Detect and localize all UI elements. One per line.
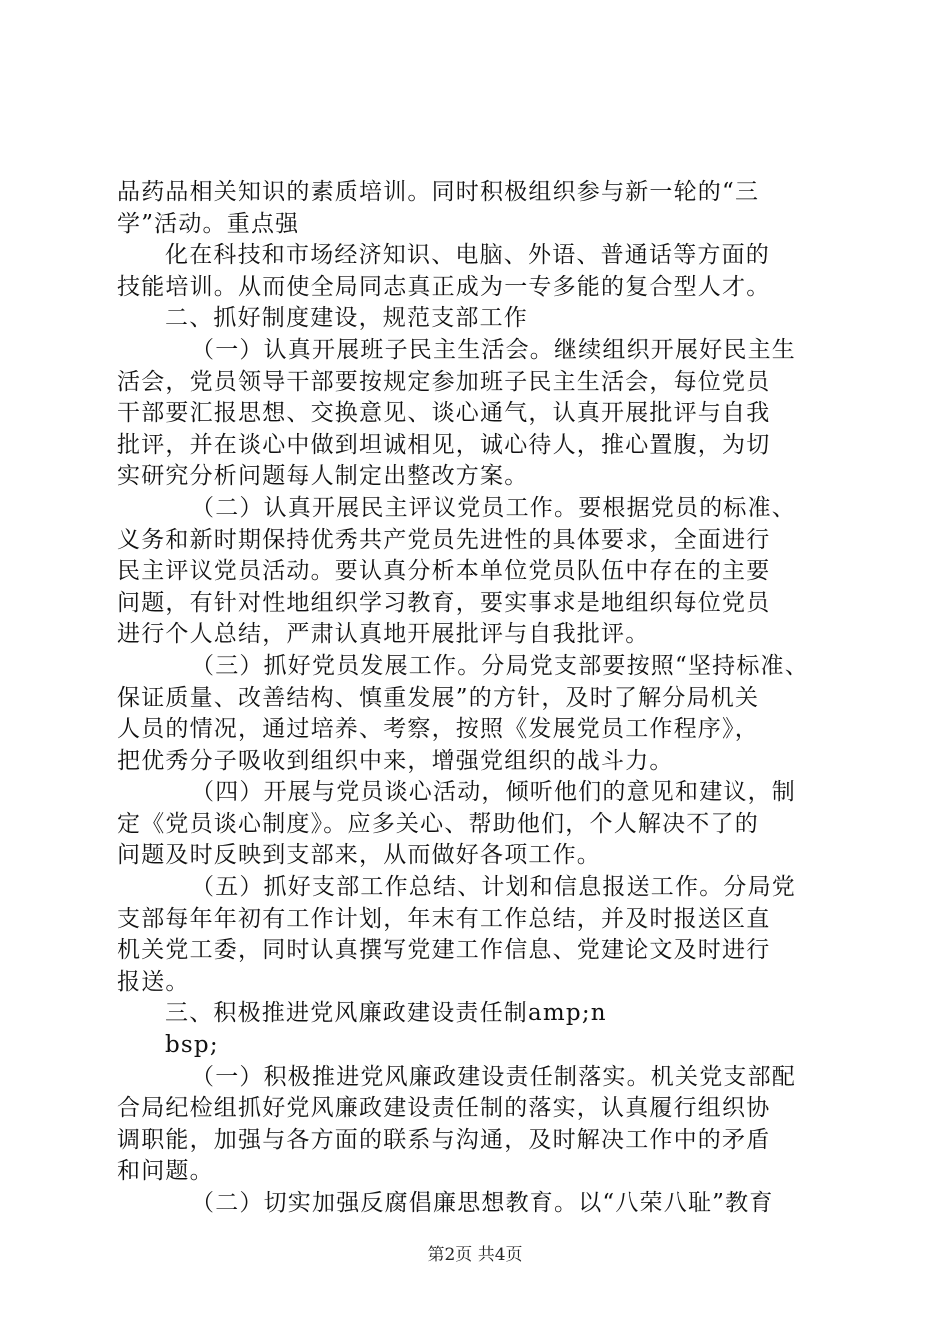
text-line: 义务和新时期保持优秀共产党员先进性的具体要求，全面进行	[117, 526, 771, 553]
document-body	[117, 177, 833, 1220]
text-line: 人员的情况，通过培养、考察，按照《发展党员工作程序》，	[117, 716, 759, 743]
text-line: （二）切实加强反腐倡廉思想教育。以“八荣八耻”教育	[191, 1190, 774, 1216]
page-footer	[0, 1244, 950, 1266]
text-line: 合局纪检组抓好党风廉政建设责任制的落实，认真履行组织协	[117, 1095, 771, 1122]
text-line: 化在科技和市场经济知识、电脑、外语、普通话等方面的	[165, 242, 770, 269]
text-line: 技能培训。从而使全局同志真正成为一专多能的复合型人才。	[117, 273, 771, 300]
text-line: bsp;	[165, 1032, 219, 1059]
page-number: 第2页 共4页	[427, 1245, 523, 1265]
section-heading: 三、积极推进党风廉政建设责任制amp;n	[165, 1000, 607, 1027]
text-line: 干部要汇报思想、交换意见、谈心通气，认真开展批评与自我	[117, 400, 771, 427]
section-heading: 二、抓好制度建设，规范支部工作	[165, 305, 528, 332]
text-line: 进行个人总结，严肃认真地开展批评与自我批评。	[117, 621, 650, 648]
text-line: （五）抓好支部工作总结、计划和信息报送工作。分局党	[191, 874, 796, 901]
text-line: （四）开展与党员谈心活动，倾听他们的意见和建议，制	[191, 779, 796, 806]
text-line: 报送。	[117, 968, 190, 995]
text-line: 批评，并在谈心中做到坦诚相见，诚心待人，推心置腹，为切	[117, 431, 771, 458]
text-line: 品药品相关知识的素质培训。同时积极组织参与新一轮的“三	[117, 179, 760, 205]
text-line: （三）抓好党员发展工作。分局党支部要按照“坚持标准、	[191, 652, 809, 679]
text-line: （一）认真开展班子民主生活会。继续组织开展好民主生	[191, 336, 796, 363]
text-line: 和问题。	[117, 1158, 214, 1185]
text-line: 学”活动。重点强	[117, 210, 300, 237]
text-line: 民主评议党员活动。要认真分析本单位党员队伍中存在的主要	[117, 558, 771, 585]
text-line: 把优秀分子吸收到组织中来，增强党组织的战斗力。	[117, 747, 674, 774]
text-line: 问题，有针对性地组织学习教育，要实事求是地组织每位党员	[117, 589, 771, 616]
text-line: 定《党员谈心制度》。应多关心、帮助他们，个人解决不了的	[117, 810, 759, 837]
text-line: 实研究分析问题每人制定出整改方案。	[117, 463, 529, 490]
text-line: 机关党工委，同时认真撰写党建工作信息、党建论文及时进行	[117, 937, 771, 964]
text-line: 调职能，加强与各方面的联系与沟通，及时解决工作中的矛盾	[117, 1126, 771, 1153]
text-line: 保证质量、改善结构、慎重发展”的方针，及时了解分局机关	[117, 684, 760, 711]
text-line: 问题及时反映到支部来，从而做好各项工作。	[117, 842, 601, 869]
text-line: 支部每年年初有工作计划，年末有工作总结，并及时报送区直	[117, 905, 771, 932]
text-line: 活会，党员领导干部要按规定参加班子民主生活会，每位党员	[117, 368, 771, 395]
text-line: （一）积极推进党风廉政建设责任制落实。机关党支部配	[191, 1063, 796, 1090]
text-line: （二）认真开展民主评议党员工作。要根据党员的标准、	[191, 494, 796, 521]
